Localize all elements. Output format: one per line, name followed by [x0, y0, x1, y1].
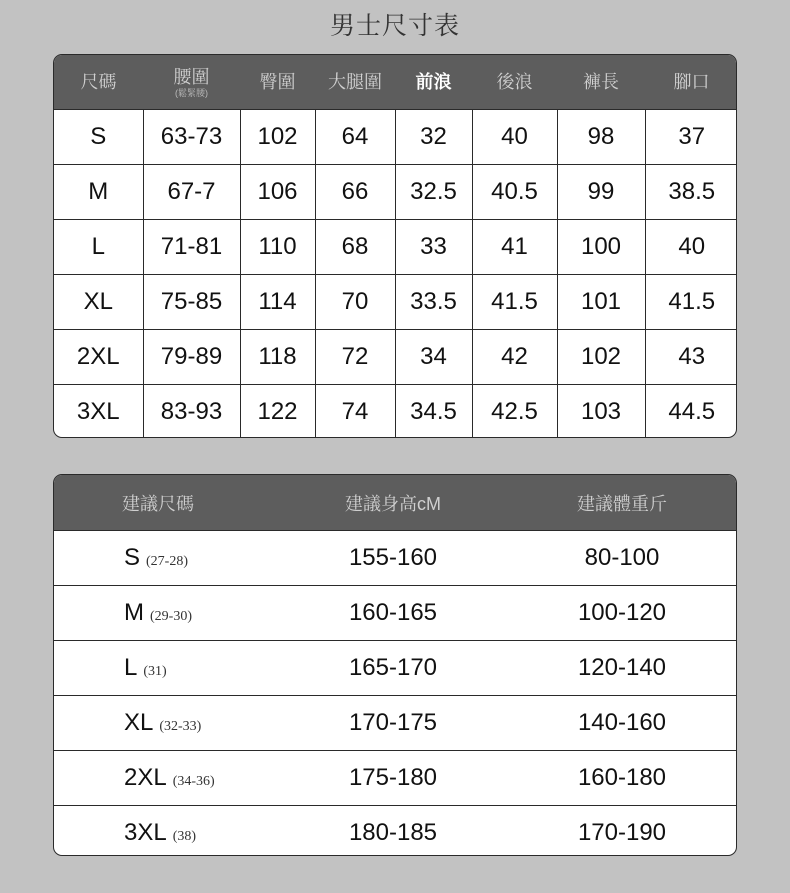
- cell-back-rise: 40: [472, 110, 557, 165]
- recommendation-table: [54, 475, 737, 856]
- cell-hip: 122: [240, 385, 315, 439]
- header-leg-opening: 腳口: [645, 55, 737, 110]
- header-thigh: 大腿圍: [315, 55, 395, 110]
- cell-back-rise: 42.5: [472, 385, 557, 439]
- table-row: [54, 806, 737, 857]
- cell-hip: 118: [240, 330, 315, 385]
- table-row: [54, 696, 737, 751]
- cell-waist: 75-85: [143, 275, 240, 330]
- cell-thigh: 64: [315, 110, 395, 165]
- cell-length: 99: [557, 165, 645, 220]
- header-length: 褲長: [557, 55, 645, 110]
- header-recommended-height: 建議身高cM: [280, 475, 506, 531]
- cell-length: 101: [557, 275, 645, 330]
- cell-recommended-weight: 160-180: [506, 751, 737, 806]
- recommendation-card: [53, 474, 737, 856]
- header-recommended-weight: 建議體重斤: [506, 475, 737, 531]
- size-label: 2XL: [124, 764, 167, 791]
- size-label: S: [124, 544, 141, 571]
- table-row: [54, 330, 737, 385]
- cell-size: L: [54, 220, 143, 275]
- header-waist: 腰圍 (鬆緊腰): [143, 55, 240, 110]
- cell-thigh: 72: [315, 330, 395, 385]
- cell-recommended-size: [54, 641, 280, 696]
- table-row: [54, 586, 737, 641]
- cell-recommended-height: 165-170: [280, 641, 506, 696]
- cell-front-rise: 32.5: [395, 165, 472, 220]
- size-label: M: [124, 599, 144, 626]
- cell-recommended-size: [54, 806, 280, 857]
- cell-waist: 71-81: [143, 220, 240, 275]
- table-row: [54, 531, 737, 586]
- cell-back-rise: 41.5: [472, 275, 557, 330]
- size-label: XL: [124, 709, 154, 736]
- size-chart-card: [53, 54, 737, 438]
- cell-recommended-size: [54, 696, 280, 751]
- cell-recommended-height: 160-165: [280, 586, 506, 641]
- size-label: L: [124, 654, 138, 681]
- cell-waist: 83-93: [143, 385, 240, 439]
- table-row: [54, 751, 737, 806]
- cell-waist: 67-7: [143, 165, 240, 220]
- cell-recommended-size: [54, 531, 280, 586]
- cell-length: 103: [557, 385, 645, 439]
- header-size: 尺碼: [54, 55, 143, 110]
- cell-size: S: [54, 110, 143, 165]
- cell-back-rise: 42: [472, 330, 557, 385]
- cell-size: M: [54, 165, 143, 220]
- cell-recommended-weight: 140-160: [506, 696, 737, 751]
- cell-hip: 114: [240, 275, 315, 330]
- cell-front-rise: 32: [395, 110, 472, 165]
- size-range: (34-36): [172, 774, 215, 789]
- cell-recommended-weight: 100-120: [506, 586, 737, 641]
- cell-recommended-size: [54, 751, 280, 806]
- recommendation-header-row: [54, 475, 737, 531]
- cell-recommended-weight: 170-190: [506, 806, 737, 857]
- size-label: 3XL: [124, 819, 167, 846]
- cell-size: 2XL: [54, 330, 143, 385]
- cell-thigh: 68: [315, 220, 395, 275]
- cell-length: 102: [557, 330, 645, 385]
- table-row: [54, 220, 737, 275]
- cell-recommended-height: 155-160: [280, 531, 506, 586]
- cell-size: XL: [54, 275, 143, 330]
- cell-front-rise: 34.5: [395, 385, 472, 439]
- size-chart-header-row: [54, 55, 737, 110]
- table-row: [54, 385, 737, 439]
- size-range: (29-30): [150, 609, 192, 624]
- size-range: (32-33): [159, 719, 202, 734]
- size-range: (38): [172, 829, 197, 844]
- cell-recommended-height: 180-185: [280, 806, 506, 857]
- cell-leg-opening: 38.5: [645, 165, 737, 220]
- cell-hip: 102: [240, 110, 315, 165]
- table-row: [54, 110, 737, 165]
- cell-leg-opening: 43: [645, 330, 737, 385]
- header-hip: 臀圍: [240, 55, 315, 110]
- cell-back-rise: 40.5: [472, 165, 557, 220]
- cell-front-rise: 33: [395, 220, 472, 275]
- cell-leg-opening: 37: [645, 110, 737, 165]
- cell-recommended-size: [54, 586, 280, 641]
- cell-back-rise: 41: [472, 220, 557, 275]
- table-row: [54, 165, 737, 220]
- cell-recommended-weight: 120-140: [506, 641, 737, 696]
- cell-thigh: 70: [315, 275, 395, 330]
- header-back-rise: 後浪: [472, 55, 557, 110]
- cell-size: 3XL: [54, 385, 143, 439]
- cell-thigh: 74: [315, 385, 395, 439]
- cell-leg-opening: 41.5: [645, 275, 737, 330]
- header-front-rise: 前浪: [395, 55, 472, 110]
- cell-waist: 63-73: [143, 110, 240, 165]
- cell-recommended-weight: 80-100: [506, 531, 737, 586]
- table-row: [54, 641, 737, 696]
- cell-leg-opening: 44.5: [645, 385, 737, 439]
- cell-hip: 106: [240, 165, 315, 220]
- cell-waist: 79-89: [143, 330, 240, 385]
- cell-front-rise: 34: [395, 330, 472, 385]
- header-recommended-size: 建議尺碼: [54, 475, 280, 531]
- cell-hip: 110: [240, 220, 315, 275]
- size-range: (27-28): [146, 554, 189, 569]
- cell-length: 100: [557, 220, 645, 275]
- cell-length: 98: [557, 110, 645, 165]
- page-title: 男士尺寸表: [329, 12, 460, 40]
- table-row: [54, 275, 737, 330]
- size-range: (31): [143, 664, 167, 679]
- cell-leg-opening: 40: [645, 220, 737, 275]
- cell-front-rise: 33.5: [395, 275, 472, 330]
- cell-thigh: 66: [315, 165, 395, 220]
- cell-recommended-height: 175-180: [280, 751, 506, 806]
- size-chart-table: [54, 55, 737, 438]
- cell-recommended-height: 170-175: [280, 696, 506, 751]
